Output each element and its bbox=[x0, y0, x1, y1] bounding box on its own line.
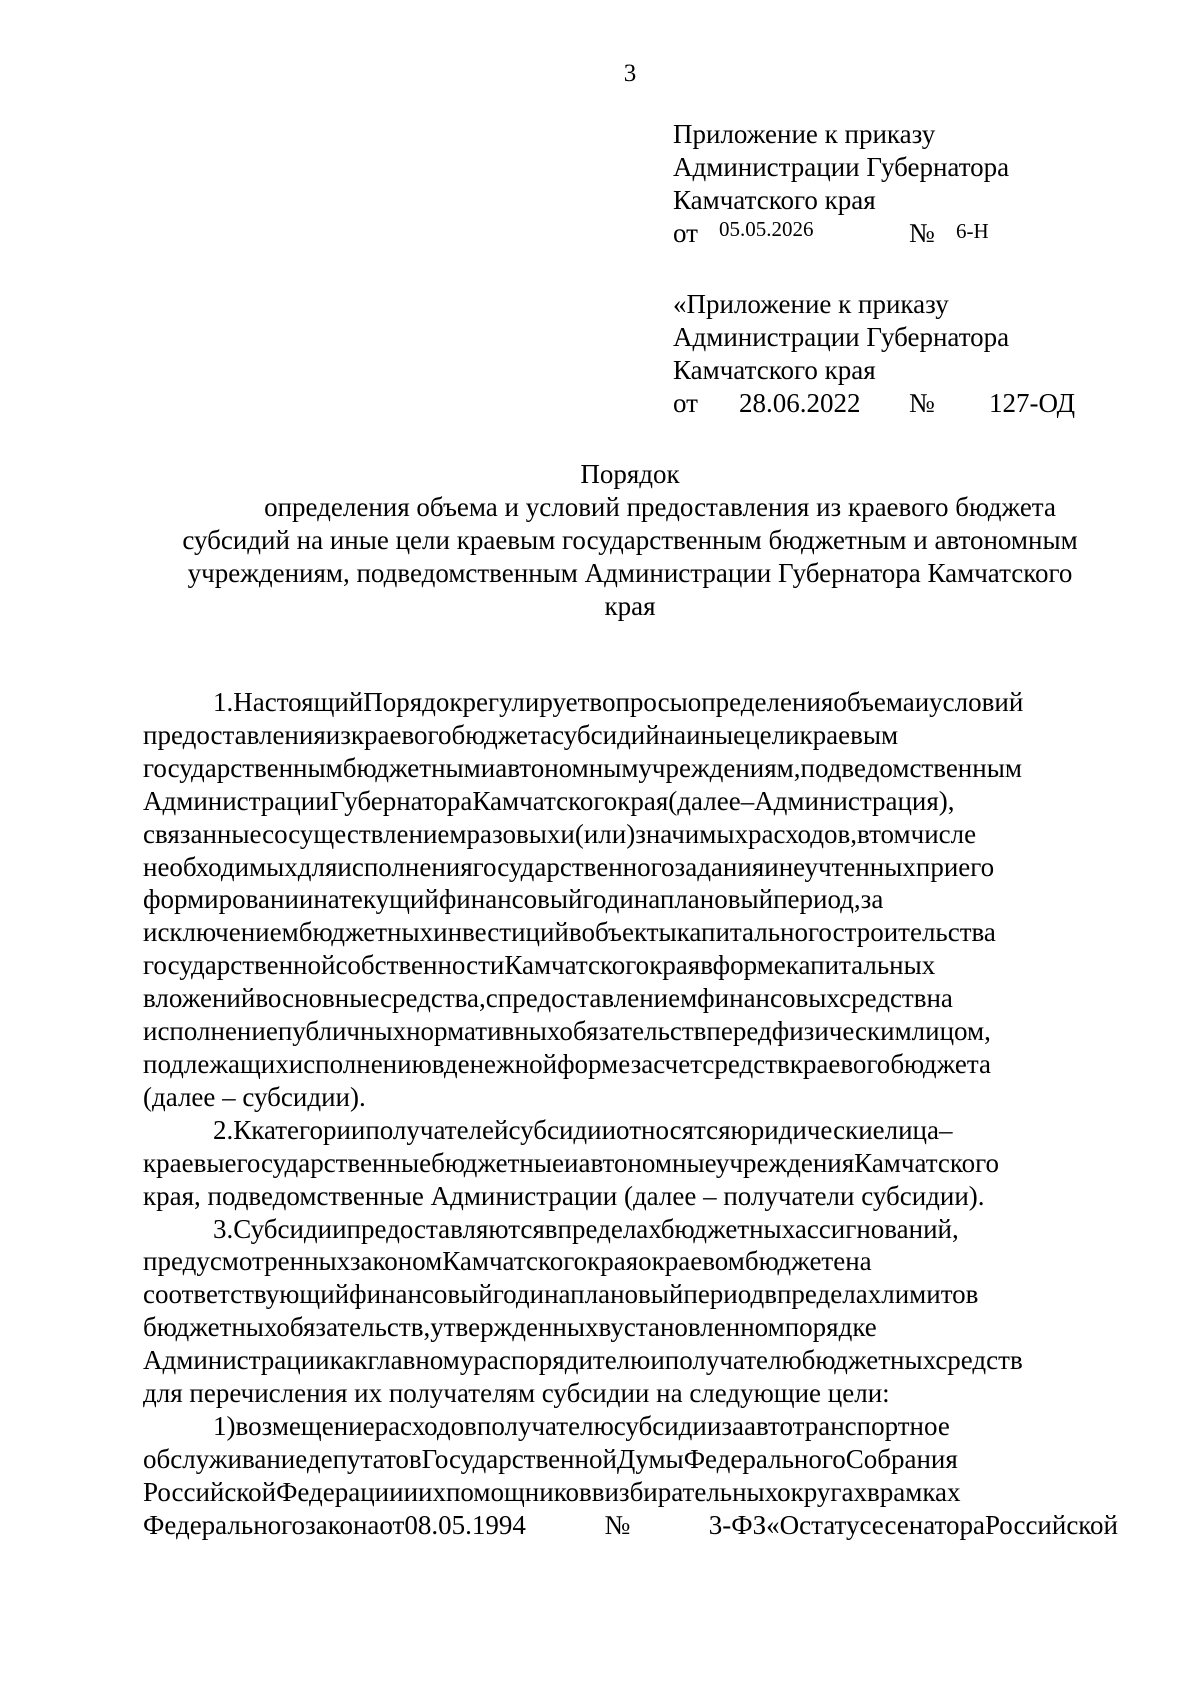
annex-previous-date: 28.06.2022 bbox=[739, 388, 861, 418]
body-line: РоссийскойФедерациииихпомощниковвизбирательныхокругахврамках bbox=[143, 1476, 961, 1507]
annex-previous-from-label: от bbox=[673, 388, 698, 418]
annex-previous-line3: Камчатского края bbox=[673, 355, 876, 385]
annex-previous-line2: Администрации Губернатора bbox=[673, 322, 1010, 352]
body-line: АдминистрацииГубернатораКамчатскогокрая(далее–Администрация), bbox=[143, 785, 955, 816]
body-line: Администрациикакглавномураспорядителюиполучателюбюджетныхсредств bbox=[143, 1345, 1023, 1376]
body-line: 1)возмещениерасходовполучателюсубсидиизаавтотранспортное bbox=[213, 1410, 950, 1441]
body-line: бюджетныхобязательств,утвержденныхвустановленномпорядке bbox=[143, 1312, 877, 1343]
annex-previous-date-row bbox=[673, 387, 1076, 420]
annex-current-line2: Администрации Губернатора bbox=[673, 152, 1010, 182]
title-line: определения объема и условий предоставления из краевого бюджета bbox=[264, 492, 1056, 522]
body-line: краевыегосударственныебюджетныеиавтономныеучрежденияКамчатского bbox=[143, 1147, 1000, 1178]
annex-current bbox=[673, 118, 1009, 250]
title-heading: Порядок bbox=[580, 459, 680, 489]
annex-current-date: 05.05.2026 bbox=[719, 217, 814, 241]
body-line: обслуживаниедепутатовГосударственнойДумыФедеральногоСобрания bbox=[143, 1443, 958, 1474]
body-line: (далее – субсидии). bbox=[143, 1081, 366, 1112]
body-line: государственнымбюджетнымиавтономнымучреждениям,подведомственным bbox=[143, 752, 1022, 783]
annex-previous-number: 127-ОД bbox=[989, 388, 1076, 418]
body-line: предоставленияизкраевогобюджетасубсидийнаиныецеликраевым bbox=[143, 719, 899, 750]
body-line: края, подведомственные Администрации (далее – получатели субсидии). bbox=[143, 1180, 985, 1211]
body-line: государственнойсобственностиКамчатскогокраявформекапитальных bbox=[143, 950, 936, 981]
annex-previous-number-label: № bbox=[909, 388, 935, 418]
document-body bbox=[143, 686, 1118, 1542]
body-line: для перечисления их получателям субсидии на следующие цели: bbox=[143, 1378, 890, 1409]
body-line: подлежащихисполнениювденежнойформезасчетсредствкраевогобюджета bbox=[143, 1048, 991, 1079]
body-line: предусмотренныхзакономКамчатскогокраяокраевомбюджетена bbox=[143, 1246, 872, 1277]
body-line: вложенийвосновныесредства,спредоставлениемфинансовыхсредствна bbox=[143, 983, 953, 1014]
annex-current-date-row bbox=[673, 217, 1009, 250]
annex-current-line3: Камчатского края bbox=[673, 185, 876, 215]
annex-current-number-label: № bbox=[909, 218, 935, 248]
body-line: соответствующийфинансовыйгодинаплановыйпериодвпределахлимитов bbox=[143, 1279, 979, 1310]
body-line: 1.НастоящийПорядокрегулируетвопросыопределенияобъемаиусловий bbox=[213, 687, 1024, 717]
document-title bbox=[155, 458, 1105, 623]
title-line: края bbox=[604, 591, 656, 621]
annex-current-from-label: от bbox=[673, 218, 698, 248]
body-line: исполнениепубличныхнормативныхобязательствпередфизическимлицом, bbox=[143, 1016, 991, 1047]
page-number: 3 bbox=[623, 60, 637, 87]
body-line: 3.Субсидиипредоставляютсявпределахбюджетныхассигнований, bbox=[213, 1213, 959, 1244]
title-line: субсидий на иные цели краевым государственным бюджетным и автономным bbox=[182, 525, 1078, 555]
title-line: учреждениям, подведомственным Администрации Губернатора Камчатского bbox=[187, 558, 1073, 588]
annex-previous-line1: «Приложение к приказу bbox=[673, 289, 949, 319]
body-line: Федеральногозаконаот08.05.1994№3-ФЗ«ОстатусесенатораРоссийской bbox=[143, 1509, 1118, 1540]
body-line: исключениембюджетныхинвестицийвобъектыкапитальногостроительства bbox=[143, 917, 996, 948]
body-line: формированиинатекущийфинансовыйгодинаплановыйпериод,за bbox=[143, 884, 884, 915]
annex-previous bbox=[673, 288, 1076, 420]
annex-current-line1: Приложение к приказу bbox=[673, 119, 936, 149]
annex-current-number: 6-Н bbox=[956, 219, 989, 243]
body-line: 2.Ккатегорииполучателейсубсидииотносятсяюридическиелица– bbox=[213, 1114, 953, 1145]
body-line: связанныесосуществлениемразовыхи(или)значимыхрасходов,втомчисле bbox=[143, 818, 977, 849]
body-line: необходимыхдляисполнениягосударственногозаданияинеучтенныхприего bbox=[143, 851, 995, 882]
